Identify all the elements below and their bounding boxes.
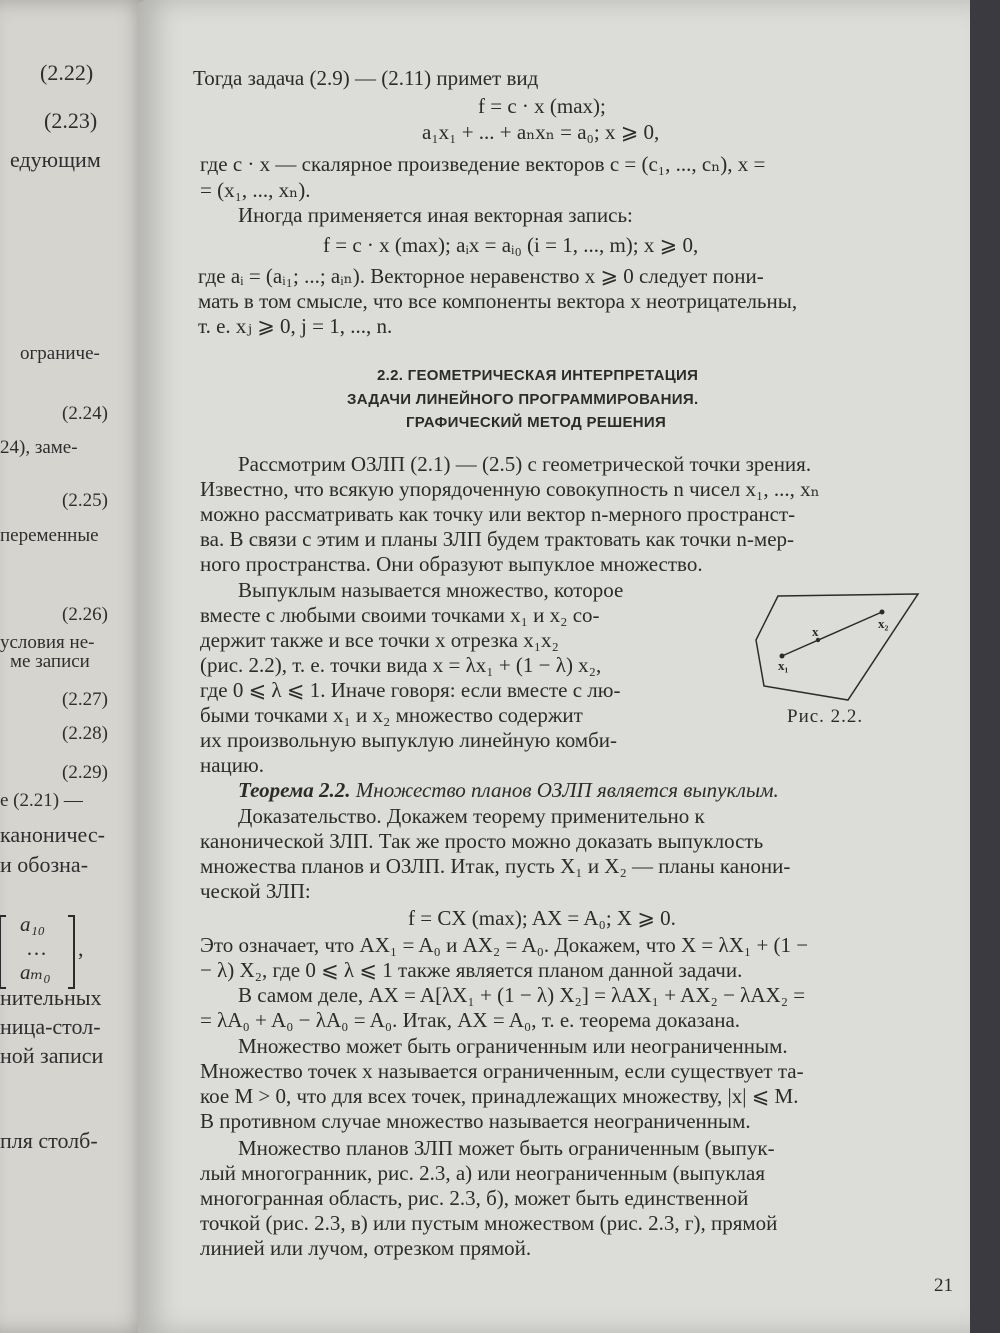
convex-set-drawing — [748, 590, 928, 710]
text-line: = (x₁, ..., xₙ). — [200, 178, 311, 202]
text-line: Множество может быть ограниченным или неограниченным. — [238, 1034, 788, 1058]
left-page-fragment: нительных — [0, 985, 102, 1010]
fig-label-x2: x₂ — [878, 616, 889, 631]
text-line: Множество точек x называется ограниченным, если существует та- — [200, 1059, 804, 1083]
left-page-fragment: (2.23) — [44, 108, 98, 133]
left-page-fragment: ной записи — [0, 1043, 104, 1068]
text-line: точкой (рис. 2.3, в) или пустым множеством (рис. 2.3, г), прямой — [200, 1211, 778, 1235]
text-line: т. е. xⱼ ⩾ 0, j = 1, ..., n. — [198, 314, 393, 338]
section-heading-line-1: 2.2. ГЕОМЕТРИЧЕСКАЯ ИНТЕРПРЕТАЦИЯ — [377, 367, 699, 384]
left-page-fragment: (2.24) — [62, 403, 108, 424]
left-page-fragment: 24), заме- — [0, 437, 78, 458]
text-line: ного пространства. Они образуют выпуклое множество. — [200, 552, 703, 576]
section-heading-line-2: ЗАДАЧИ ЛИНЕЙНОГО ПРОГРАММИРОВАНИЯ. — [347, 391, 699, 408]
text-line: f = c · x (max); aᵢx = aᵢ₀ (i = 1, ..., m); x ⩾ 0, — [323, 233, 699, 257]
text-line: Это означает, что AX₁ = A₀ и AX₂ = A₀. Докажем, что X = λX₁ + (1 − — [200, 933, 809, 957]
text-line: Иногда применяется иная векторная запись: — [238, 203, 633, 227]
text-line: лый многогранник, рис. 2.3, а) или неограниченным (выпуклая — [200, 1161, 766, 1185]
figure-2-2 — [748, 590, 928, 710]
text-line: Рассмотрим ОЗЛП (2.1) — (2.5) с геометрической точки зрения. — [238, 452, 812, 476]
theorem-2-2 — [238, 778, 779, 803]
text-line: = λA₀ + A₀ − λA₀ = A₀. Итак, AX = A₀, т. е. теорема доказана. — [200, 1008, 741, 1032]
text-line: В самом деле, AX = A[λX₁ + (1 − λ) X₂] = λAX₁ + AX₂ − λAX₂ = — [238, 983, 806, 1007]
background — [970, 0, 1000, 1333]
text-line: Тогда задача (2.9) — (2.11) примет вид — [193, 66, 539, 90]
left-page-fragment: каноничес- — [0, 822, 105, 847]
text-line: где aᵢ = (aᵢ₁; ...; aᵢₙ). Векторное неравенство x ⩾ 0 следует пони- — [198, 264, 764, 288]
text-line: ва. В связи с этим и планы ЗЛП будем трактовать как точки n-мер- — [200, 527, 795, 551]
text-line: вместе с любыми своими точками x₁ и x₂ со- — [200, 603, 600, 627]
formula-canonical: f = CX (max); AX = A₀; X ⩾ 0. — [408, 906, 676, 930]
left-page-fragment: пля столб- — [0, 1128, 98, 1153]
text-line: Выпуклым называется множество, которое — [238, 578, 624, 602]
text-line: нацию. — [200, 753, 264, 777]
theorem-statement: Множество планов ОЗЛП является выпуклым. — [350, 778, 779, 802]
text-line: Доказательство. Докажем теорему применительно к — [238, 804, 705, 828]
fig-label-x1: x₁ — [778, 658, 789, 673]
left-page-fragment: (2.29) — [62, 762, 108, 783]
text-line: a₁x₁ + ... + aₙxₙ = a₀; x ⩾ 0, — [422, 120, 660, 144]
left-page-fragment: (2.25) — [62, 490, 108, 511]
text-line: их произвольную выпуклую линейную комби- — [200, 728, 618, 752]
text-line: f = c · x (max); — [478, 94, 606, 118]
theorem-label: Теорема 2.2. — [238, 778, 351, 802]
fig-label-x: x — [812, 624, 819, 639]
left-page-fragment: (2.26) — [62, 604, 108, 625]
text-line: держит также и все точки x отрезка x₁x₂ — [200, 628, 559, 652]
text-line: можно рассматривать как точку или вектор n-мерного пространст- — [200, 502, 796, 526]
text-line: ческой ЗЛП: — [200, 879, 311, 903]
figure-caption: Рис. 2.2. — [787, 706, 864, 727]
column-matrix — [0, 912, 84, 992]
svg-text:,: , — [78, 936, 84, 961]
text-line: − λ) X₂, где 0 ⩽ λ ⩽ 1 также является планом данной задачи. — [200, 958, 743, 982]
left-page-fragment: переменные — [0, 525, 99, 546]
text-line: где c · x — скалярное произведение векторов c = (c₁, ..., cₙ), x = — [200, 152, 766, 176]
page-number: 21 — [934, 1275, 953, 1296]
left-page-fragment: ница-стол- — [0, 1014, 101, 1039]
matrix-top: a₁₀ — [20, 912, 46, 936]
left-page-fragment: едующим — [10, 147, 101, 172]
left-page-fragment: (2.28) — [62, 723, 108, 744]
text-line: кое M > 0, что для всех точек, принадлежащих множеству, |x| ⩽ M. — [200, 1084, 799, 1108]
text-line: канонической ЗЛП. Так же просто можно доказать выпуклость — [200, 829, 764, 853]
matrix-mid: … — [26, 936, 47, 960]
left-page-fragment: (2.22) — [40, 60, 94, 85]
left-page-fragment: (2.27) — [62, 689, 108, 710]
text-line: Известно, что всякую упорядоченную совокупность n чисел x₁, ..., xₙ — [200, 477, 820, 501]
text-line: мать в том смысле, что все компоненты вектора x неотрицательны, — [198, 289, 798, 313]
text-line: В противном случае множество называется неограниченным. — [200, 1109, 751, 1133]
left-page-fragment: ме записи — [10, 651, 90, 672]
left-page-fragment: е (2.21) — — [0, 790, 83, 811]
text-line: Множество планов ЗЛП может быть ограниченным (выпук- — [238, 1136, 775, 1160]
left-page-fragment: ограниче- — [20, 343, 100, 364]
text-line: (рис. 2.2), т. е. точки вида x = λx₁ + (1 − λ) x₂, — [200, 653, 602, 677]
left-page-fragment: условия не- — [0, 632, 95, 653]
matrix-bot: aₘ₀ — [20, 960, 51, 984]
left-page-fragment: и обозна- — [0, 852, 89, 877]
text-line: где 0 ⩽ λ ⩽ 1. Иначе говоря: если вместе с лю- — [200, 678, 621, 702]
text-line: быми точками x₁ и x₂ множество содержит — [200, 703, 583, 727]
text-line: множества планов и ОЗЛП. Итак, пусть X₁ и X₂ — планы канони- — [200, 854, 791, 878]
text-line: линией или лучом, отрезком прямой. — [200, 1236, 532, 1260]
text-line: многогранная область, рис. 2.3, б), может быть единственной — [200, 1186, 749, 1210]
section-heading-line-3: ГРАФИЧЕСКИЙ МЕТОД РЕШЕНИЯ — [406, 414, 667, 431]
